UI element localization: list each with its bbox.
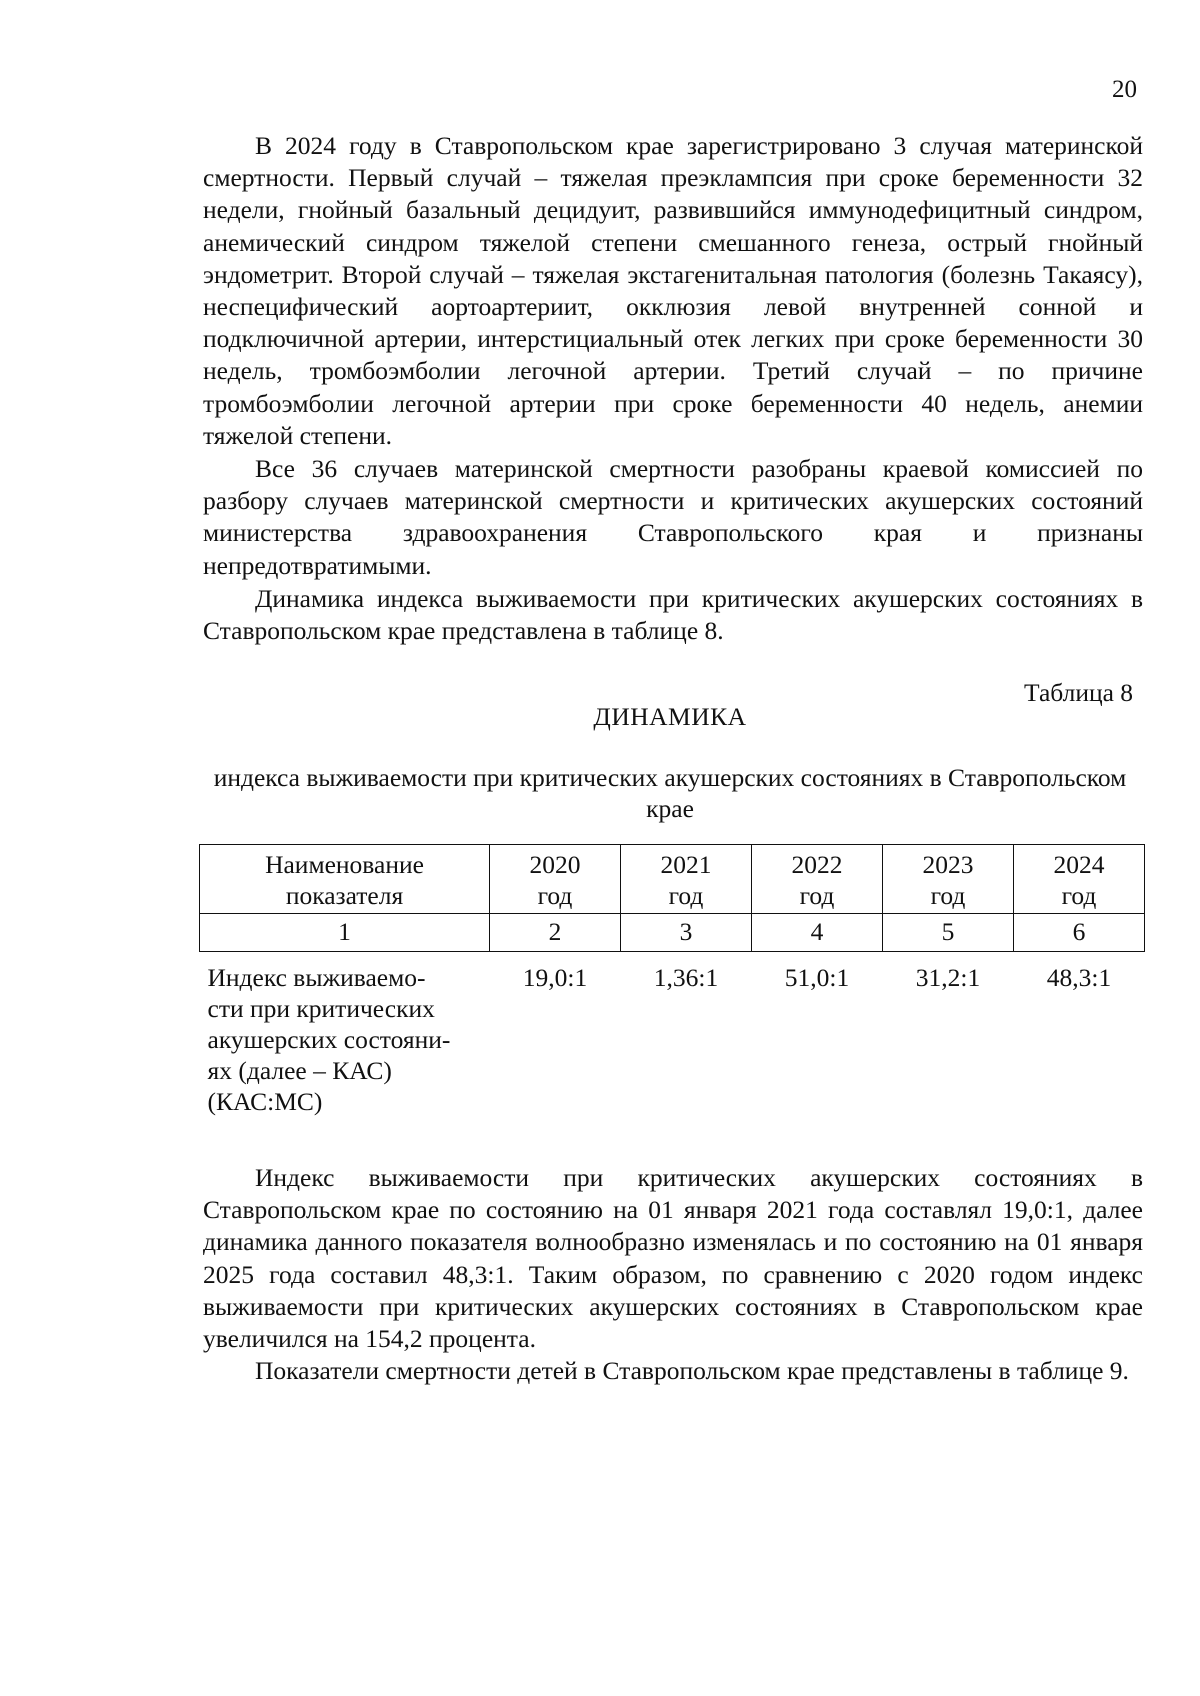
value-cell-2022: 51,0:1 (784, 963, 850, 992)
column-number: 6 (1014, 914, 1145, 952)
header-line: год (668, 881, 704, 910)
column-number: 1 (200, 914, 490, 952)
paragraph-table-intro: Динамика индекса выживаемости при критических акушерских состояниях в Ставропольском крае представлена в таблице 8. (203, 584, 1143, 646)
indicator-name-cell (200, 952, 490, 1118)
value-cell-2023: 31,2:1 (915, 963, 981, 992)
header-cell-indicator (200, 845, 490, 914)
indicator-name-line: акушерских состояни- (207, 1025, 451, 1054)
header-line: 2022 (791, 850, 843, 879)
header-line: 2024 (1053, 850, 1105, 879)
header-line: год (930, 881, 966, 910)
header-line: показателя (285, 881, 404, 910)
header-line: 2021 (660, 850, 712, 879)
column-number: 3 (621, 914, 752, 952)
table-label: Таблица 8 (1024, 678, 1134, 707)
column-number: 5 (883, 914, 1014, 952)
header-cell-2020 (490, 845, 621, 914)
table-title: ДИНАМИКА (593, 702, 747, 731)
table-subtitle: индекса выживаемости при критических акушерских состояниях в Ставропольском крае (213, 763, 1127, 823)
paragraph-table9-intro: Показатели смертности детей в Ставропольском крае представлены в таблице 9. (255, 1356, 1129, 1385)
indicator-name-line: (КАС:МС) (207, 1087, 323, 1116)
header-cell-2022 (752, 845, 883, 914)
table-header-row (200, 845, 1145, 914)
survival-index-table (199, 844, 1145, 1117)
header-line: год (799, 881, 835, 910)
header-cell-2023 (883, 845, 1014, 914)
header-cell-2024 (1014, 845, 1145, 914)
header-line: 2023 (922, 850, 974, 879)
table-column-numbers-row (200, 914, 1145, 952)
indicator-name-line: Индекс выживаемо- (207, 963, 426, 992)
header-line: год (537, 881, 573, 910)
value-cell-2020: 19,0:1 (522, 963, 588, 992)
indicator-name-line: сти при критических (207, 994, 435, 1023)
table-row (200, 952, 1145, 1118)
value-cell-2021: 1,36:1 (653, 963, 719, 992)
header-line: Наименование (265, 850, 424, 879)
paragraph-commission-review: Все 36 случаев материнской смертности разобраны краевой комиссией по разбору случаев материнской смертности и критических акушерских состояний министерства здравоохранения Ставропольского края и признаны непредотвратимыми. (203, 454, 1143, 580)
column-number: 2 (490, 914, 621, 952)
header-line: год (1061, 881, 1097, 910)
indicator-name-line: ях (далее – КАС) (207, 1056, 392, 1085)
value-cell-2024: 48,3:1 (1046, 963, 1112, 992)
paragraph-index-dynamics: Индекс выживаемости при критических акушерских состояниях в Ставропольском крае по состоянию на 01 января 2021 года составлял 19,0:1, далее динамика данного показателя волнообразно изменялась и по состоянию на 01 января 2025 года составил 48,3:1. Таким образом, по сравнению с 2020 годом индекс выживаемости при критических акушерских состояниях в Ставропольском крае увеличился на 154,2 процента. (203, 1163, 1143, 1354)
page-number: 20 (1112, 76, 1137, 103)
header-cell-2021 (621, 845, 752, 914)
column-number: 4 (752, 914, 883, 952)
header-line: 2020 (529, 850, 581, 879)
paragraph-maternal-deaths: В 2024 году в Ставропольском крае зарегистрировано 3 случая материнской смертности. Первый случай – тяжелая преэклампсия при сроке беременности 32 недели, гнойный базальный децидуит, развившийся иммунодефицитный синдром, анемический синдром тяжелой степени смешанного генеза, острый гнойный эндометрит. Второй случай – тяжелая экстагенитальная патология (болезнь Такаясу), неспецифический аортоартериит, окклюзия левой внутренней сонной и подключичной артерии, интерстициальный отек легких при сроке беременности 30 недель, тромбоэмболии легочной артерии. Третий случай – по причине тромбоэмболии легочной артерии при сроке беременности 40 недель, анемии тяжелой степени. (203, 131, 1143, 450)
